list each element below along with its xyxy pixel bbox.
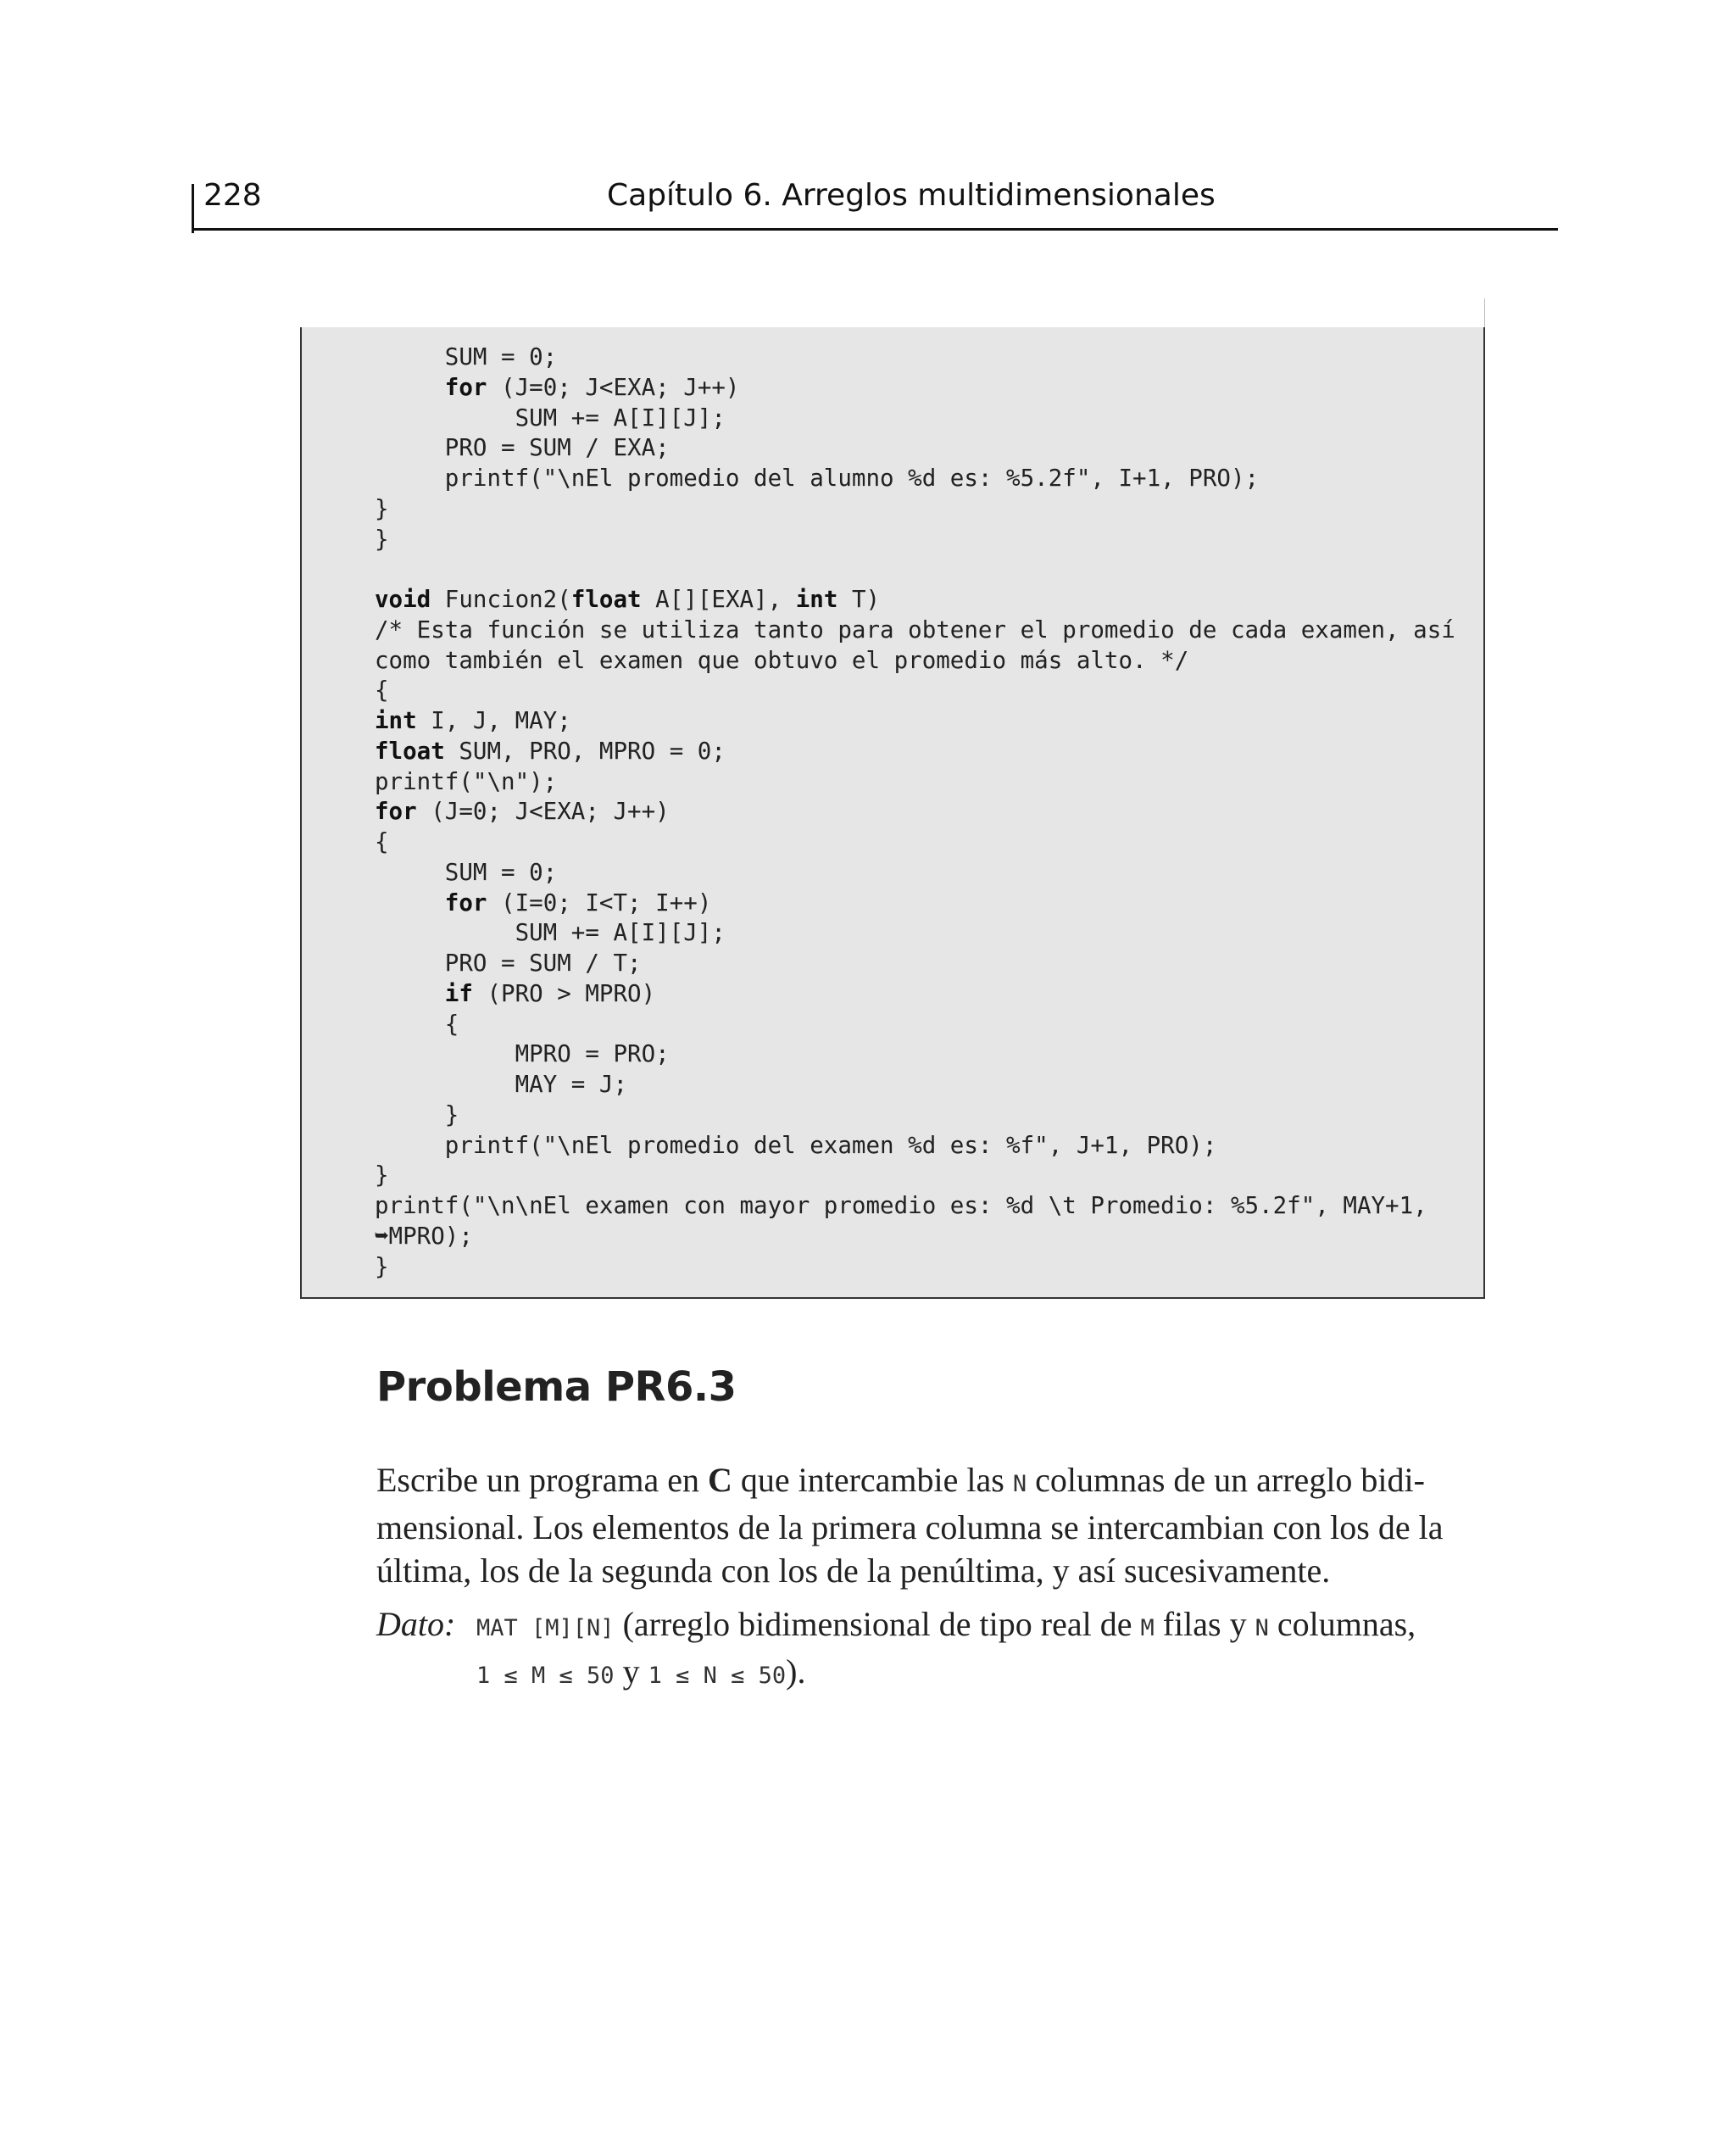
chapter-title: Capítulo 6. Arreglos multidimensionales bbox=[607, 178, 1216, 213]
problem-statement bbox=[376, 1458, 1487, 1592]
statement-line-2: mensional. Los elementos de la primera columna se intercambian con los de la bbox=[376, 1508, 1444, 1546]
code-line: for (I=0; I<T; I++) bbox=[444, 889, 712, 916]
variable-n: N bbox=[1012, 1471, 1027, 1497]
dato-text: columnas, bbox=[1268, 1605, 1416, 1643]
range-n: 1 ≤ N ≤ 50 bbox=[648, 1663, 787, 1689]
statement-line-1 bbox=[376, 1458, 1487, 1506]
dato-description bbox=[476, 1602, 1494, 1697]
code-line: } bbox=[375, 1100, 459, 1128]
statement-text: que intercambie las bbox=[732, 1461, 1013, 1499]
code-line: if (PRO > MPRO) bbox=[444, 979, 656, 1007]
code-line: printf("\n\nEl examen con mayor promedio es: %d \t Promedio: %5.2f", MAY+1, bbox=[375, 1192, 1427, 1219]
dato-array: MAT [M][N] bbox=[476, 1615, 615, 1641]
code-line: } bbox=[375, 525, 389, 553]
code-line: } bbox=[375, 1162, 389, 1189]
dato-label: Dato: bbox=[376, 1605, 456, 1643]
code-line: } bbox=[375, 494, 389, 522]
code-line: for (J=0; J<EXA; J++) bbox=[444, 373, 740, 401]
code-line: { bbox=[375, 677, 389, 705]
dato-text: filas y bbox=[1154, 1605, 1255, 1643]
code-line: como también el examen que obtuvo el promedio más alto. */ bbox=[375, 646, 1189, 674]
code-line: float SUM, PRO, MPRO = 0; bbox=[375, 737, 726, 765]
code-line: printf("\nEl promedio del alumno %d es: %5.2f", I+1, PRO); bbox=[375, 465, 1260, 492]
code-line: printf("\n"); bbox=[375, 767, 558, 795]
variable-m: M bbox=[1140, 1615, 1155, 1641]
code-line: { bbox=[375, 828, 389, 855]
code-line: /* Esta función se utiliza tanto para obtener el promedio de cada examen, así bbox=[375, 616, 1455, 643]
dato-line-1 bbox=[476, 1602, 1494, 1650]
code-line: { bbox=[375, 1010, 459, 1038]
statement-line-3: última, los de la segunda con los de la penúltima, y así sucesivamente. bbox=[376, 1552, 1331, 1590]
code-line: SUM += A[I][J]; bbox=[375, 404, 726, 432]
section-title: Problema PR6.3 bbox=[376, 1363, 737, 1411]
code-line: SUM = 0; bbox=[375, 343, 558, 370]
code-line: int I, J, MAY; bbox=[375, 707, 571, 734]
code-line: for (J=0; J<EXA; J++) bbox=[375, 798, 670, 826]
header-tick-line bbox=[192, 184, 194, 233]
code-line: ➥MPRO); bbox=[375, 1222, 473, 1250]
code-line: MAY = J; bbox=[375, 1071, 628, 1098]
statement-text: Escribe un programa en bbox=[376, 1461, 708, 1499]
variable-n: N bbox=[1255, 1615, 1269, 1641]
code-line: void Funcion2(float A[][EXA], int T) bbox=[375, 586, 881, 613]
dato-text: (arreglo bidimensional de tipo real de bbox=[614, 1605, 1141, 1643]
dato-line-2 bbox=[476, 1650, 1494, 1697]
statement-text: columnas de un arreglo bidi- bbox=[1027, 1461, 1425, 1499]
code-line: MPRO = PRO; bbox=[375, 1040, 670, 1068]
code-line: SUM = 0; bbox=[375, 858, 558, 886]
code-lines bbox=[375, 343, 1455, 1282]
range-m: 1 ≤ M ≤ 50 bbox=[476, 1663, 615, 1689]
dato-text: ). bbox=[786, 1652, 806, 1691]
code-line: printf("\nEl promedio del examen %d es: %f", J+1, PRO); bbox=[375, 1131, 1217, 1159]
page-header bbox=[192, 174, 1558, 229]
code-line: } bbox=[375, 1252, 389, 1280]
code-line bbox=[375, 554, 1455, 585]
code-box-top-edge bbox=[300, 298, 1485, 327]
language-name: C bbox=[707, 1461, 732, 1499]
code-line: PRO = SUM / EXA; bbox=[375, 434, 670, 462]
code-line: PRO = SUM / T; bbox=[375, 950, 642, 977]
code-listing bbox=[300, 327, 1485, 1299]
header-rule bbox=[192, 228, 1558, 231]
dato-text: y bbox=[614, 1652, 648, 1691]
code-line: SUM += A[I][J]; bbox=[375, 919, 726, 947]
page-number: 228 bbox=[203, 178, 262, 213]
